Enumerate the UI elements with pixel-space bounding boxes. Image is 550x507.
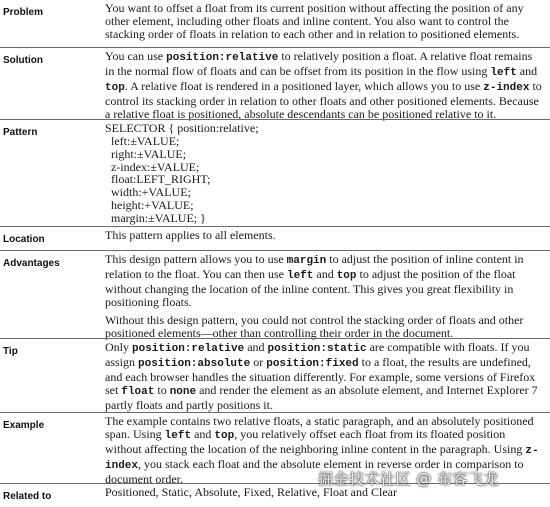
tip-text-6: to <box>154 382 170 397</box>
row-text-solution <box>105 50 543 126</box>
tip-text-1: Only <box>105 340 132 354</box>
solution-code-left: left <box>490 66 517 79</box>
row-text-tip <box>105 341 543 417</box>
tip-code-float: float <box>121 385 155 398</box>
row-label-location: Location <box>3 234 45 245</box>
row-text-advantages <box>105 253 543 344</box>
tip-text-2: and <box>244 340 268 354</box>
advantages-text-paragraph-2: Without this design pattern, you could not control the stacking order of floats and other positioned elements—other than controlling their order in the document. <box>105 312 524 340</box>
related-text: Positioned, Static, Absolute, Fixed, Relative, Float and Clear <box>105 485 397 499</box>
advantages-text-1: This design pattern allows you to use <box>105 252 287 266</box>
example-text-1: The example contains two relative floats, a static paragraph, and an absolutely positioned span. Using <box>105 414 534 441</box>
advantages-code-margin: margin <box>286 255 327 267</box>
tip-text-5: to a float, the results are undefined, and each browser handles the situation differently. For example, some versions of Firefox set <box>105 354 536 397</box>
tip-text-3: are compatible with floats. If you assign <box>105 340 530 369</box>
tip-text-7: and render the element as an absolute element, and Internet Explorer 7 partly floats and partly positions it. <box>105 382 538 412</box>
tip-code-none: none <box>169 385 197 398</box>
row-solution <box>0 47 550 122</box>
solution-text-4: . A relative float is rendered in a positioned layer, which allows you to use <box>124 78 484 93</box>
example-code-top: top <box>214 429 235 442</box>
row-label-related: Related to <box>3 491 52 502</box>
row-tip <box>0 338 550 413</box>
solution-text-3: and <box>516 63 538 78</box>
row-advantages <box>0 250 550 339</box>
row-label-advantages: Advantages <box>3 258 60 269</box>
solution-text-2: to relatively position a float. A relative float remains in the normal flow of floats and can be offset from its position in the flow using <box>105 49 533 78</box>
tip-text-4: or <box>250 354 267 369</box>
tip-code-position-fixed: position:fixed <box>266 357 359 370</box>
solution-text-5: to control its stacking order in relation to other floats and other positioned elements. Because a relative float is positioned, absolute descendants can be positioned relative to it. <box>105 78 542 121</box>
tip-code-position-relative: position:relative <box>132 343 245 355</box>
solution-code-top: top <box>105 81 125 94</box>
row-label-pattern: Pattern <box>3 127 38 138</box>
solution-code-z-index: z-index <box>483 81 530 94</box>
row-label-tip: Tip <box>3 346 18 357</box>
row-location <box>0 226 550 251</box>
pattern-code: SELECTOR { position:relative; left:±VALUE; right:±VALUE; z-index:±VALUE; float:LEFT_RIGHT; width:+VALUE; height:+VALUE; margin:±VALUE; } <box>105 121 259 225</box>
row-label-example: Example <box>3 420 45 431</box>
row-label-problem: Problem <box>3 7 44 18</box>
row-problem <box>0 0 550 50</box>
problem-text: You want to offset a float from its current position without affecting the position of any other element, including other floats and inline content. You also want to control the stacking order of floats in relation to each other and in relation to positioned elements. <box>105 1 524 41</box>
row-label-solution: Solution <box>3 55 43 66</box>
example-code-left: left <box>164 429 192 442</box>
example-text-2: and <box>191 426 215 441</box>
example-code-z-index: z-index <box>105 444 539 472</box>
tip-code-position-absolute: position:absolute <box>138 357 251 370</box>
row-text-location <box>105 229 543 247</box>
tip-code-position-static: position:static <box>267 343 367 355</box>
advantages-code-left: left <box>286 269 314 282</box>
advantages-text-3: and <box>313 266 337 281</box>
row-pattern <box>0 119 550 226</box>
row-text-problem <box>105 2 543 46</box>
advantages-text-2: to adjust the position of inline content in relation to the float. You can then use <box>105 252 524 281</box>
example-text-3: , you relatively offset each float from its floated position without affecting the location of the neighboring inline content in the paragraph. Using <box>105 426 526 456</box>
solution-code-position-relative: position:relative <box>166 52 279 64</box>
location-text: This pattern applies to all elements. <box>105 228 276 242</box>
advantages-code-top: top <box>336 269 357 282</box>
solution-text-1: You can use <box>105 49 167 63</box>
advantages-text-4: to adjust the position of the float without changing the location of the inline content. This gives you great flexibility in positioning floats. <box>105 266 516 309</box>
watermark-text: 掘金技术社区 @ 布客飞龙 <box>318 470 500 488</box>
example-text-4: , you stack each float and the absolute element in reverse order in comparison to document order. <box>105 456 524 486</box>
